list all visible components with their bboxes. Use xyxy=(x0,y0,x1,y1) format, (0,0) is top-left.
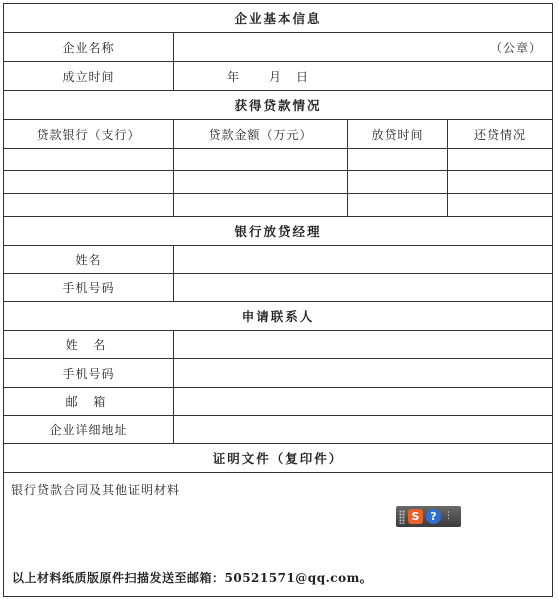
cell-repayment[interactable] xyxy=(448,171,552,193)
manager-name-row xyxy=(4,246,552,274)
contact-email-row xyxy=(4,388,552,416)
contact-address-field[interactable] xyxy=(174,416,552,443)
founded-date-label: 成立时间 xyxy=(4,62,174,90)
loan-info-form xyxy=(3,3,553,597)
loans-header-row xyxy=(4,120,552,149)
manager-name-label: 姓名 xyxy=(4,246,174,273)
table-row xyxy=(4,194,552,217)
contact-phone-row xyxy=(4,359,552,388)
section-bank-manager xyxy=(4,217,552,246)
founded-date-row xyxy=(4,62,552,91)
section-loans xyxy=(4,91,552,120)
company-name-label: 企业名称 xyxy=(4,33,174,61)
col-header-date: 放贷时间 xyxy=(348,120,448,148)
manager-phone-field[interactable] xyxy=(174,274,552,301)
contact-email-field[interactable] xyxy=(174,388,552,415)
cell-amount[interactable] xyxy=(174,171,348,193)
month-label: 月 xyxy=(269,69,283,84)
year-label: 年 xyxy=(227,69,241,84)
contact-email-label: 邮 箱 xyxy=(4,388,174,415)
manager-name-field[interactable] xyxy=(174,246,552,273)
section-title: 证明文件（复印件） xyxy=(212,451,344,466)
section-basic-info xyxy=(4,4,552,33)
cell-date[interactable] xyxy=(348,149,448,170)
company-name-row xyxy=(4,33,552,62)
cell-amount[interactable] xyxy=(174,149,348,170)
contact-phone-field[interactable] xyxy=(174,359,552,387)
section-contact xyxy=(4,302,552,331)
cell-repayment[interactable] xyxy=(448,149,552,170)
cell-date[interactable] xyxy=(348,194,448,216)
company-name-field[interactable] xyxy=(174,33,552,61)
founded-date-field[interactable] xyxy=(174,62,552,90)
contact-phone-label: 手机号码 xyxy=(4,359,174,387)
col-header-repayment: 还贷情况 xyxy=(473,127,526,142)
documents-description: 银行贷款合同及其他证明材料 xyxy=(11,483,181,497)
section-title: 获得贷款情况 xyxy=(234,98,322,113)
col-header-amount: 贷款金额（万元） xyxy=(174,120,348,148)
col-header-bank: 贷款银行（支行） xyxy=(4,120,174,148)
contact-address-label: 企业详细地址 xyxy=(4,416,174,443)
contact-address-row xyxy=(4,416,552,444)
contact-name-row xyxy=(4,331,552,359)
cell-bank[interactable] xyxy=(4,149,174,170)
contact-name-field[interactable] xyxy=(174,331,552,358)
more-options-icon[interactable]: ⋮ xyxy=(444,511,453,521)
section-title: 银行放贷经理 xyxy=(234,224,322,239)
cell-repayment[interactable] xyxy=(448,194,552,216)
section-documents xyxy=(4,444,552,473)
company-seal-note: （公章） xyxy=(489,40,542,55)
documents-area[interactable] xyxy=(4,473,552,596)
cell-bank[interactable] xyxy=(4,194,174,216)
manager-phone-label: 手机号码 xyxy=(4,274,174,301)
cell-amount[interactable] xyxy=(174,194,348,216)
cell-date[interactable] xyxy=(348,171,448,193)
section-title: 申请联系人 xyxy=(241,309,315,324)
contact-name-label: 姓 名 xyxy=(4,331,174,358)
manager-phone-row xyxy=(4,274,552,302)
drag-handle-icon[interactable] xyxy=(399,510,405,524)
table-row xyxy=(4,171,552,194)
help-icon[interactable]: ? xyxy=(426,509,441,524)
cell-bank[interactable] xyxy=(4,171,174,193)
sogou-logo-icon[interactable]: S xyxy=(408,509,423,524)
table-row xyxy=(4,149,552,171)
ime-toolbar[interactable] xyxy=(396,506,461,527)
section-title: 企业基本信息 xyxy=(234,11,322,26)
day-label: 日 xyxy=(296,69,310,84)
submission-instructions: 以上材料纸质版原件扫描发送至邮箱：50521571@qq.com。 xyxy=(12,571,373,585)
